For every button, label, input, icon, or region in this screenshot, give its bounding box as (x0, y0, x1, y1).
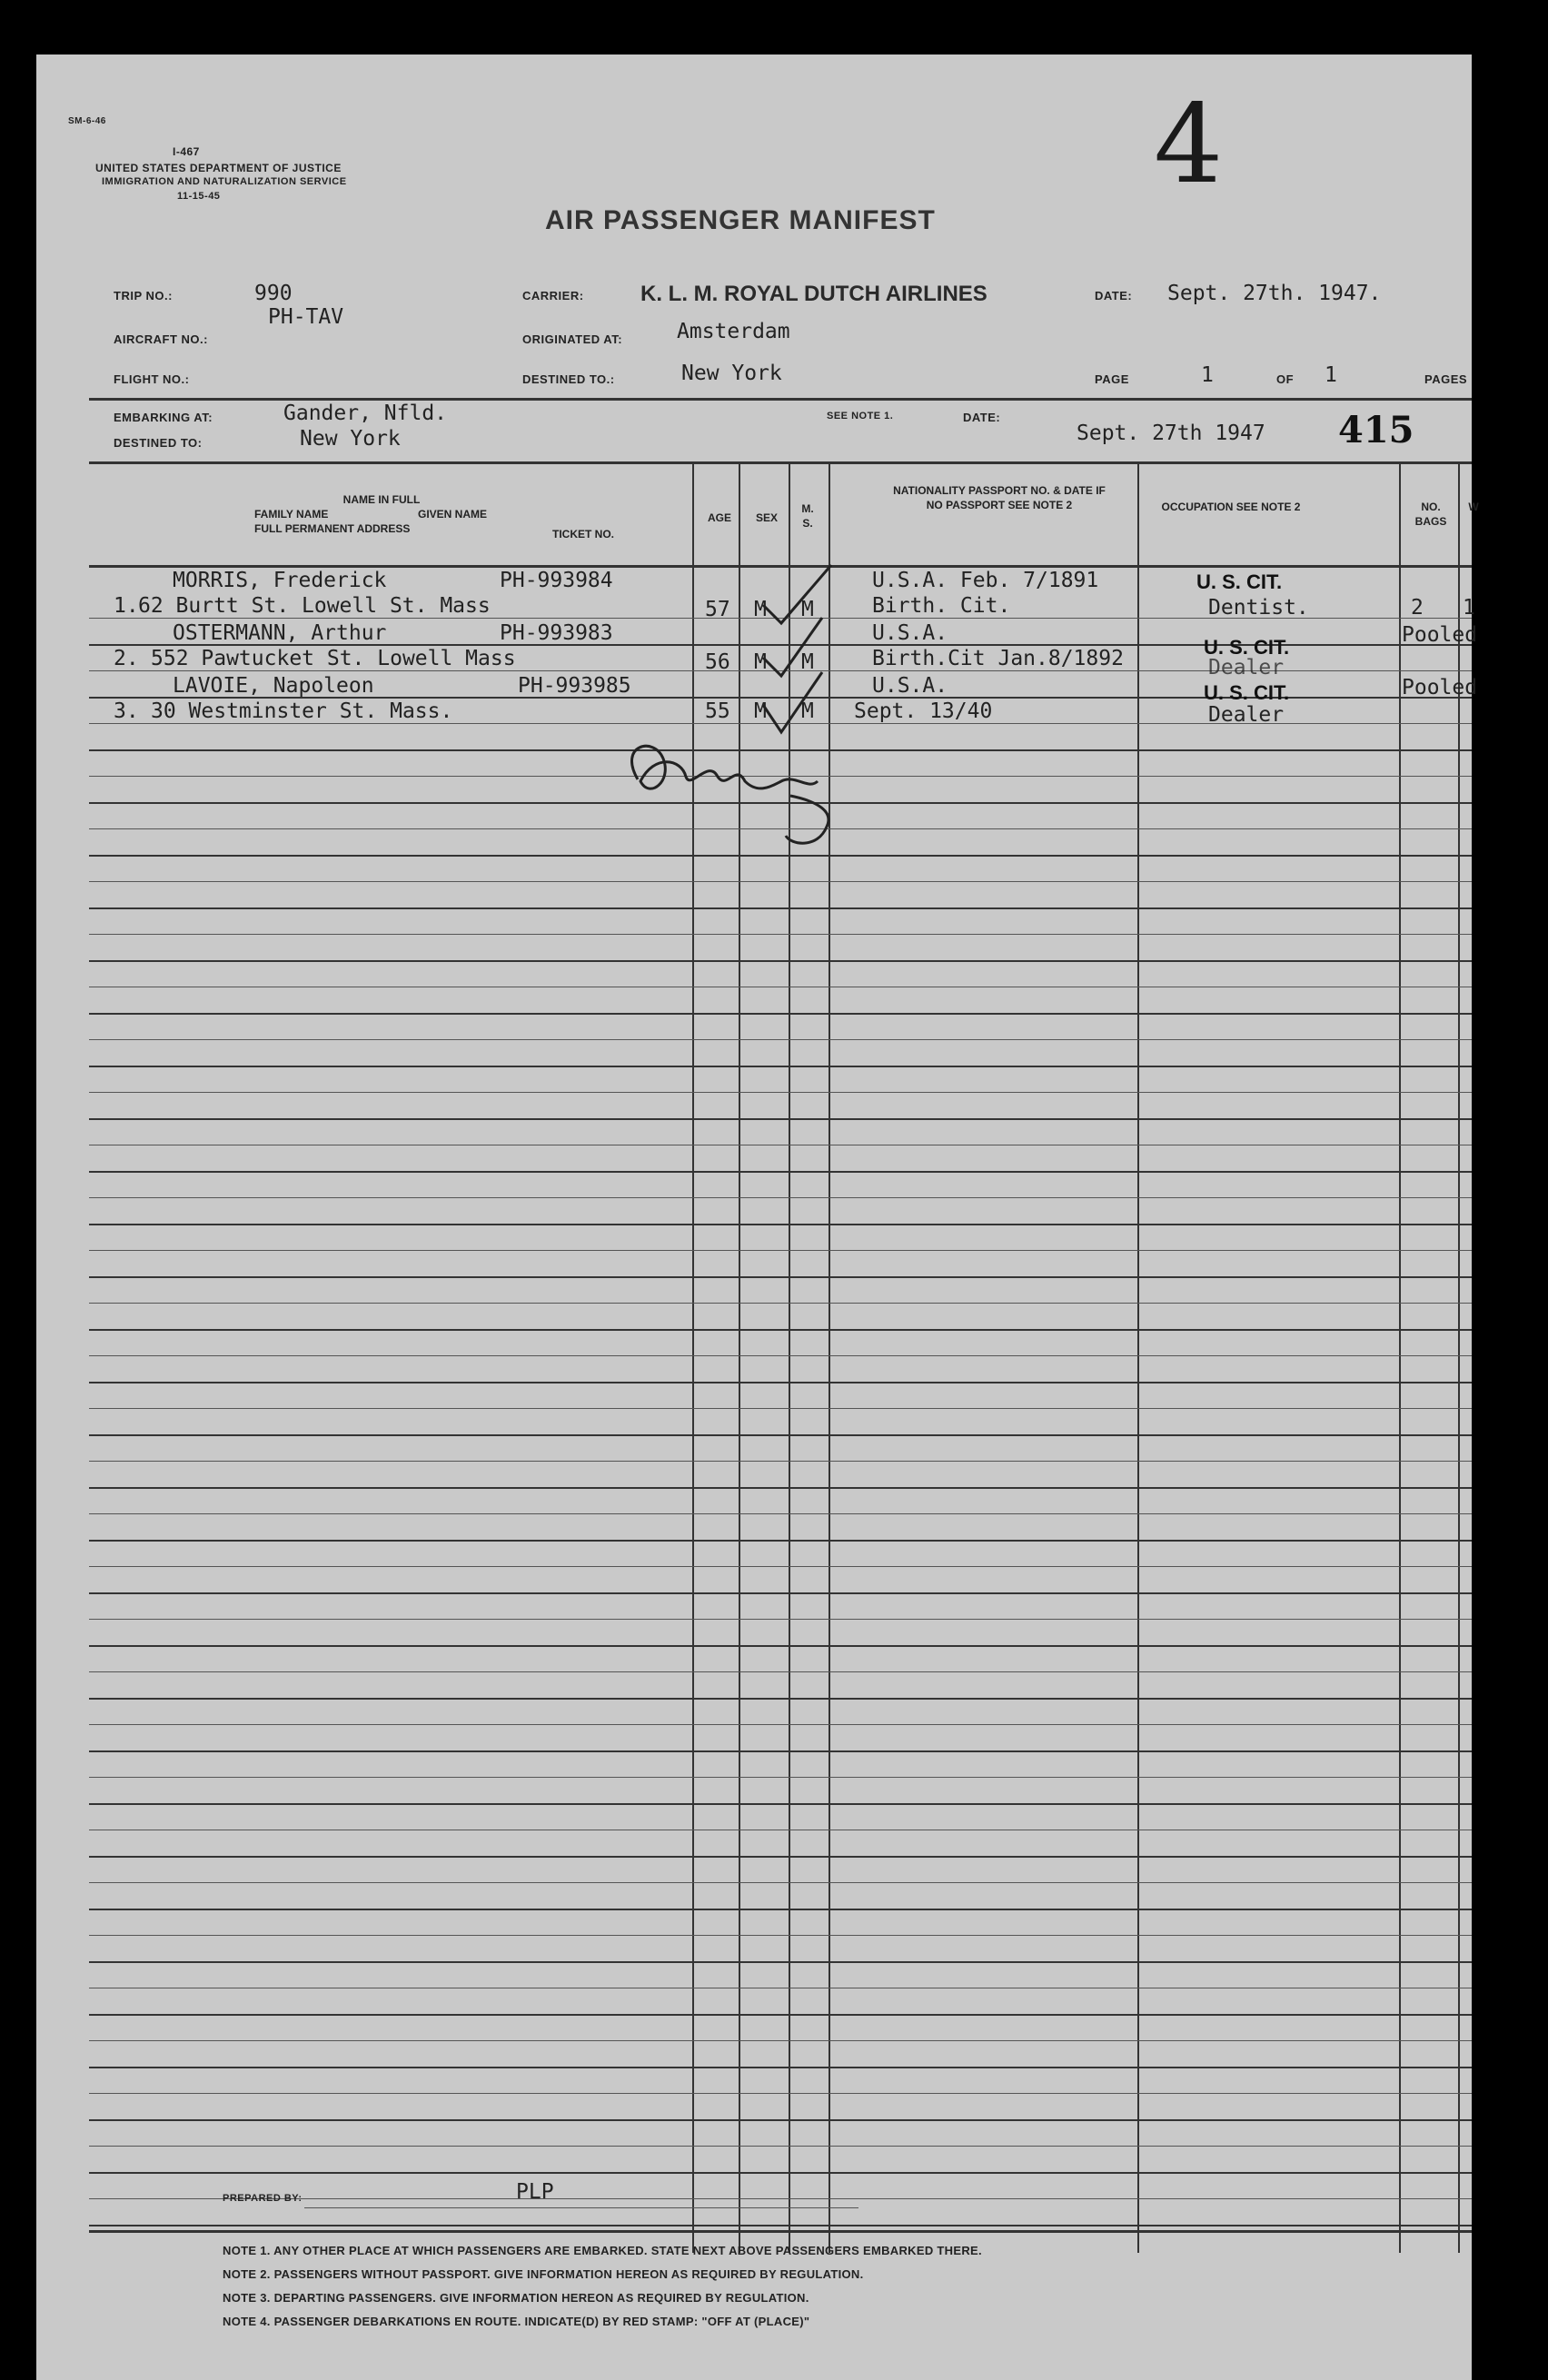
destined-value-2: New York (300, 427, 401, 451)
p2-name: OSTERMANN, Arthur (173, 621, 387, 645)
p3-citizen-stamp: U. S. CIT. (1204, 681, 1290, 704)
agency-line2: IMMIGRATION AND NATURALIZATION SERVICE (102, 176, 347, 187)
ruled-line (89, 2172, 1472, 2174)
ruled-line (89, 1698, 1472, 1700)
p1-sex: M (754, 598, 767, 621)
check-mark-3 (763, 672, 822, 732)
col-divider-bags (1399, 463, 1401, 2253)
form-title: AIR PASSENGER MANIFEST (545, 205, 936, 235)
ruled-line (89, 1513, 1472, 1514)
agency-line1: UNITED STATES DEPARTMENT OF JUSTICE (95, 162, 342, 174)
p3-address: 30 Westminster St. Mass. (151, 699, 453, 723)
p1-name: MORRIS, Frederick (173, 569, 387, 592)
p2-nat1: U.S.A. (872, 621, 948, 645)
ruled-line (89, 1092, 1472, 1093)
p3-ticket: PH-993985 (518, 674, 631, 698)
prepared-by-label: PREPARED BY: (223, 2193, 303, 2204)
ruled-line (89, 1882, 1472, 1883)
p3-num: 3. (114, 699, 139, 723)
ruled-line (89, 1329, 1472, 1331)
p3-nat2: Sept. 13/40 (854, 699, 993, 723)
manifest-sheet (36, 55, 1479, 2380)
handwritten-marks (600, 563, 927, 908)
ruled-line (89, 1540, 1472, 1542)
ruled-line (89, 1724, 1472, 1725)
col-ms: M. S. (801, 502, 814, 530)
p2-address: 552 Pawtucket St. Lowell Mass (151, 647, 516, 670)
ruled-line (89, 1961, 1472, 1963)
ruled-line (89, 1066, 1472, 1067)
page-label: PAGE (1095, 372, 1129, 386)
ruled-line (89, 2014, 1472, 2016)
embark-date-value: Sept. 27th 1947 (1077, 421, 1265, 445)
handwritten-page-number: 4 (1154, 82, 1224, 208)
destined-label: DESTINED TO.: (522, 372, 615, 386)
col-weight: W (1468, 501, 1479, 513)
ruled-line (89, 1224, 1472, 1225)
p1-occupation: Dentist. (1208, 596, 1309, 620)
ruled-line (89, 2067, 1472, 2068)
destined-label-2: DESTINED TO: (114, 436, 203, 450)
aircraft-no-label: AIRCRAFT NO.: (114, 332, 208, 346)
footer-rule (89, 2230, 1472, 2233)
ruled-line (89, 1777, 1472, 1778)
p3-occupation: Dealer (1208, 703, 1285, 727)
form-number: I-467 (173, 145, 200, 158)
p3-bags: Pooled (1402, 676, 1478, 699)
p2-sex: M (754, 650, 767, 674)
ruled-line (89, 1013, 1472, 1015)
destined-value: New York (681, 362, 782, 385)
ruled-line (89, 1355, 1472, 1356)
carrier-label: CARRIER: (522, 289, 584, 302)
originated-label: ORIGINATED AT: (522, 332, 623, 346)
form-date: 11-15-45 (177, 191, 221, 202)
p1-age: 57 (705, 598, 730, 621)
p1-weight: 1 (1463, 596, 1475, 620)
col-sex: SEX (755, 511, 778, 524)
ruled-line (89, 1303, 1472, 1304)
ruled-line (89, 1382, 1472, 1383)
of-value: 1 (1325, 363, 1337, 387)
embarking-value: Gander, Nfld. (283, 402, 448, 425)
ruled-line (89, 2040, 1472, 2041)
ruled-line (89, 1276, 1472, 1278)
ruled-line (89, 1909, 1472, 1910)
ruled-line (89, 1250, 1472, 1251)
ruled-line (89, 2146, 1472, 2147)
col-given-name: GIVEN NAME (418, 508, 488, 521)
ruled-line (89, 1487, 1472, 1489)
ruled-line (89, 1461, 1472, 1462)
embarking-label: EMBARKING AT: (114, 411, 213, 424)
note-4: NOTE 4. PASSENGER DEBARKATIONS EN ROUTE. INDICATE(D) BY RED STAMP: "OFF AT (PLACE)" (223, 2315, 810, 2328)
p1-citizen-stamp: U. S. CIT. (1196, 570, 1283, 593)
col-nationality: NATIONALITY PASSPORT NO. & DATE IF NO PASSPORT SEE NOTE 2 (893, 484, 1106, 511)
pages-label: PAGES (1424, 372, 1468, 386)
ruled-line (89, 1434, 1472, 1436)
p2-ms: M (801, 650, 814, 674)
p3-ms: M (801, 699, 814, 723)
col-occupation: OCCUPATION SEE NOTE 2 (1161, 501, 1301, 513)
p2-nat2: Birth.Cit Jan.8/1892 (872, 647, 1124, 670)
note-3: NOTE 3. DEPARTING PASSENGERS. GIVE INFORMATION HEREON AS REQUIRED BY REGULATION. (223, 2291, 809, 2305)
trip-no-value: 990 (254, 282, 293, 305)
check-mark-1 (763, 565, 831, 623)
ruled-line (89, 1171, 1472, 1173)
p1-nat1: U.S.A. Feb. 7/1891 (872, 569, 1099, 592)
aircraft-no-value: PH-TAV (268, 305, 344, 329)
ruled-line (89, 1645, 1472, 1647)
ruled-line (89, 2225, 1472, 2226)
ruled-line (89, 934, 1472, 935)
ruled-line (89, 1935, 1472, 1936)
trip-no-label: TRIP NO.: (114, 289, 173, 302)
p3-nat1: U.S.A. (872, 674, 948, 698)
ruled-line (89, 2093, 1472, 2094)
col-bags: NO. BAGS (1414, 501, 1447, 528)
p1-address: 62 Burtt St. Lowell St. Mass (138, 594, 491, 618)
ruled-line (89, 1197, 1472, 1198)
originated-value: Amsterdam (677, 320, 790, 343)
date-label: DATE: (1095, 289, 1133, 302)
date2-label: DATE: (963, 411, 1001, 424)
p3-name: LAVOIE, Napoleon (173, 674, 374, 698)
col-divider-occupation (1137, 463, 1139, 2253)
ruled-line (89, 1408, 1472, 1409)
col-ticket: TICKET NO. (552, 528, 614, 540)
p3-age: 55 (705, 699, 730, 723)
see-note1-label: SEE NOTE 1. (827, 411, 894, 421)
prepared-by-line (304, 2207, 858, 2208)
p1-nat2: Birth. Cit. (872, 594, 1011, 618)
table-top-rule (89, 461, 1472, 464)
ruled-line (89, 1566, 1472, 1567)
carrier-value: K. L. M. ROYAL DUTCH AIRLINES (640, 282, 987, 306)
ruled-line (89, 1118, 1472, 1120)
col-family-name: FAMILY NAME (254, 508, 329, 521)
check-mark-2 (763, 618, 822, 676)
ruled-line (89, 1619, 1472, 1620)
ruled-line (89, 1803, 1472, 1805)
p2-ticket: PH-993983 (500, 621, 613, 645)
prepared-by-value: PLP (516, 2180, 554, 2204)
form-code: SM-6-46 (68, 116, 106, 126)
p2-occupation: Dealer (1208, 656, 1285, 679)
p2-citizen-stamp: U. S. CIT. (1204, 636, 1290, 659)
ruled-line (89, 1592, 1472, 1594)
ruled-line (89, 960, 1472, 962)
p2-age: 56 (705, 650, 730, 674)
col-divider-weight (1458, 463, 1460, 2253)
initials-signature (631, 746, 828, 843)
note-2: NOTE 2. PASSENGERS WITHOUT PASSPORT. GIVE INFORMATION HEREON AS REQUIRED BY REGULATION. (223, 2267, 864, 2281)
col-address: FULL PERMANENT ADDRESS (254, 522, 411, 535)
p1-ticket: PH-993984 (500, 569, 613, 592)
col-name-line1: NAME IN FULL (342, 493, 421, 506)
ruled-line (89, 1039, 1472, 1040)
flight-no-label: FLIGHT NO.: (114, 372, 190, 386)
of-label: OF (1276, 372, 1295, 386)
col-age: AGE (707, 511, 731, 524)
ruled-line (89, 2119, 1472, 2121)
ruled-line (89, 1856, 1472, 1858)
header-rule (89, 398, 1472, 401)
ruled-line (89, 1671, 1472, 1672)
p1-bags: 2 (1411, 596, 1424, 620)
note-1: NOTE 1. ANY OTHER PLACE AT WHICH PASSENGERS ARE EMBARKED. STATE NEXT ABOVE PASSENGERS EMBARKED THERE. (223, 2244, 982, 2257)
p1-ms: M (801, 598, 814, 621)
page-value: 1 (1201, 363, 1214, 387)
p2-num: 2. (114, 647, 139, 670)
date-value: Sept. 27th. 1947. (1167, 282, 1382, 305)
p1-num: 1. (114, 594, 139, 618)
stamp-number: 415 (1338, 409, 1414, 451)
ruled-line (89, 1750, 1472, 1752)
p3-sex: M (754, 699, 767, 723)
p2-bags: Pooled (1402, 623, 1478, 647)
